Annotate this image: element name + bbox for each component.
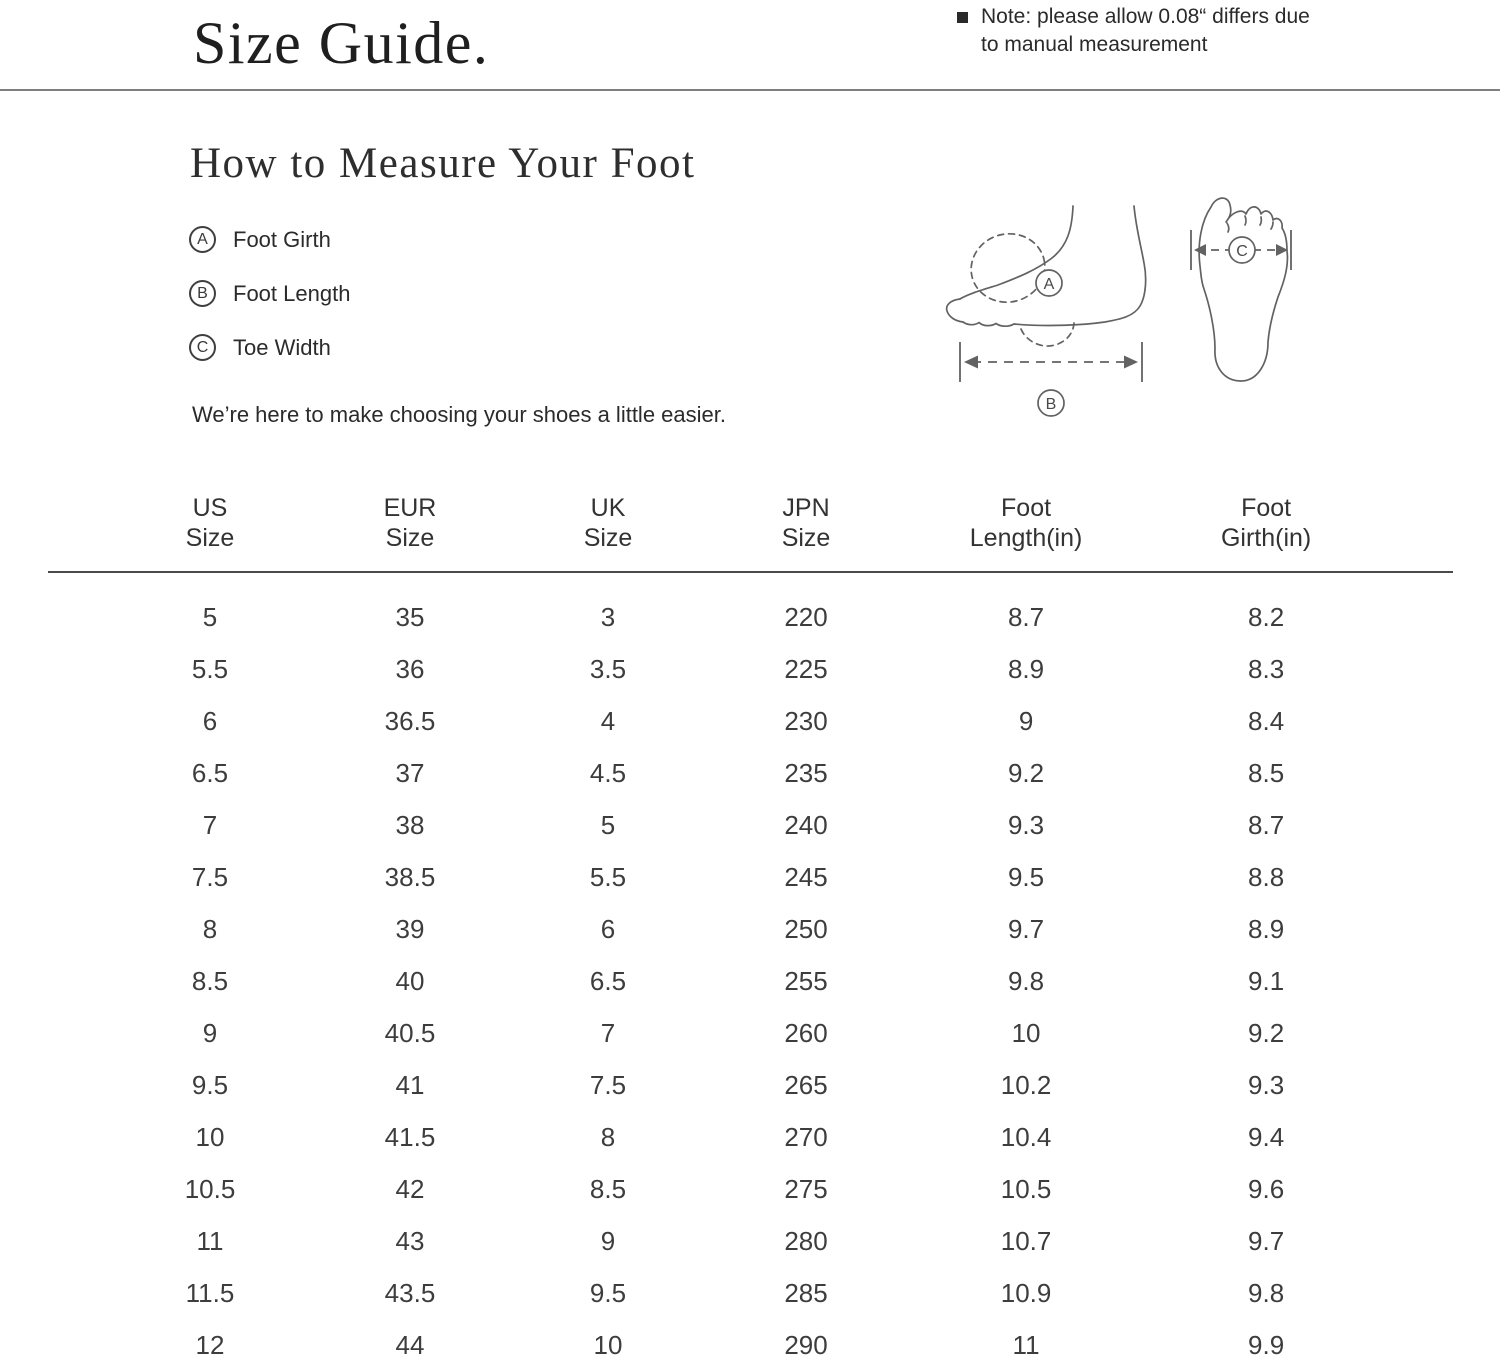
table-cell: 41.5 [384, 1121, 436, 1152]
size-table-header [48, 488, 1453, 572]
table-cell: 36.5 [384, 705, 436, 736]
circled-a-icon: A [189, 226, 216, 253]
table-cell: 38 [395, 809, 425, 840]
table-cell: 250 [784, 913, 828, 944]
table-cell: 9.3 [1007, 809, 1045, 840]
table-cell: 6.5 [191, 757, 229, 788]
table-cell: 5 [600, 809, 616, 840]
table-cell: 280 [784, 1225, 828, 1256]
table-cell: 8.9 [1248, 913, 1285, 944]
table-cell: 8 [202, 913, 218, 944]
diagram-label-b: B [1045, 396, 1057, 413]
table-cell: 9.2 [1007, 757, 1045, 788]
table-cell: 43.5 [384, 1277, 436, 1308]
size-table [48, 488, 1453, 1361]
table-cell: 275 [784, 1173, 828, 1204]
list-item-label: Toe Width [233, 334, 331, 360]
table-cell: 39 [395, 913, 425, 944]
section-heading: How to Measure Your Foot [190, 140, 696, 187]
table-cell: 9.5 [589, 1277, 627, 1308]
table-cell: 10 [1011, 1017, 1041, 1048]
table-cell: 6 [600, 913, 616, 944]
table-cell: 10.9 [1000, 1277, 1052, 1308]
table-cell: 10.4 [1000, 1121, 1052, 1152]
label-a-badge [1036, 270, 1062, 296]
table-row [48, 1319, 1453, 1361]
table-cell: 8 [600, 1121, 616, 1152]
table-cell: 9.7 [1248, 1225, 1285, 1256]
list-item [189, 334, 350, 361]
table-cell: 43 [395, 1225, 425, 1256]
column-header: JPN Size [768, 488, 844, 572]
table-cell: 235 [784, 757, 828, 788]
table-cell: 9.4 [1248, 1121, 1285, 1152]
table-cell: 5.5 [589, 861, 627, 892]
table-cell: 8.2 [1248, 601, 1285, 632]
table-cell: 10 [593, 1329, 623, 1360]
column-header: EUR Size [372, 488, 448, 572]
table-cell: 10.5 [1000, 1173, 1052, 1204]
table-cell: 9.3 [1248, 1069, 1285, 1100]
size-chart [48, 488, 1453, 1361]
table-cell: 3 [600, 601, 616, 632]
table-row [48, 903, 1453, 955]
table-row [48, 1111, 1453, 1163]
table-cell: 10.2 [1000, 1069, 1052, 1100]
table-cell: 10.7 [1000, 1225, 1052, 1256]
table-cell: 5.5 [191, 653, 229, 684]
square-bullet-icon [957, 12, 968, 23]
table-cell: 8.3 [1248, 653, 1285, 684]
table-row [48, 572, 1453, 643]
table-row [48, 851, 1453, 903]
table-cell: 255 [784, 965, 828, 996]
table-cell: 260 [784, 1017, 828, 1048]
foot-length-arrow [960, 342, 1142, 416]
table-cell: 9 [202, 1017, 218, 1048]
table-cell: 6.5 [589, 965, 627, 996]
table-cell: 9.1 [1248, 965, 1285, 996]
circled-c-icon: C [189, 334, 216, 361]
column-header: US Size [48, 488, 372, 572]
table-cell: 40.5 [384, 1017, 436, 1048]
table-cell: 9 [600, 1225, 616, 1256]
table-row [48, 1007, 1453, 1059]
note-text: Note: please allow 0.08“ differs due to manual measurement [981, 5, 1310, 56]
table-cell: 8.9 [1007, 653, 1045, 684]
table-cell: 9.8 [1248, 1277, 1285, 1308]
table-cell: 38.5 [384, 861, 436, 892]
table-cell: 8.7 [1248, 809, 1285, 840]
measure-list [189, 226, 350, 388]
table-cell: 11 [196, 1225, 224, 1256]
table-cell: 10.5 [184, 1173, 236, 1204]
circled-b-icon: B [189, 280, 216, 307]
page-title: Size Guide. [193, 10, 490, 76]
table-cell: 290 [784, 1329, 828, 1360]
table-cell: 8.5 [191, 965, 229, 996]
table-row [48, 1267, 1453, 1319]
table-cell: 37 [395, 757, 425, 788]
table-cell: 265 [784, 1069, 828, 1100]
table-cell: 8.4 [1248, 705, 1285, 736]
table-cell: 36 [395, 653, 425, 684]
diagram-label-c: C [1236, 243, 1248, 260]
table-cell: 230 [784, 705, 828, 736]
table-row [48, 955, 1453, 1007]
list-item-label: Foot Length [233, 280, 351, 306]
table-row [48, 1059, 1453, 1111]
table-cell: 7.5 [191, 861, 229, 892]
table-row [48, 747, 1453, 799]
measurement-note [957, 3, 1313, 59]
list-item-label: Foot Girth [233, 226, 331, 252]
table-cell: 12 [195, 1329, 225, 1360]
table-row [48, 1163, 1453, 1215]
table-cell: 8.5 [1248, 757, 1285, 788]
table-cell: 240 [784, 809, 828, 840]
table-cell: 42 [395, 1173, 425, 1204]
table-cell: 4.5 [589, 757, 627, 788]
table-cell: 10 [195, 1121, 225, 1152]
table-cell: 225 [784, 653, 828, 684]
header-row [48, 488, 1453, 572]
table-cell: 4 [600, 705, 616, 736]
table-cell: 44 [395, 1329, 425, 1360]
table-cell: 8.5 [589, 1173, 627, 1204]
table-cell: 220 [784, 601, 828, 632]
intro-text: We’re here to make choosing your shoes a little easier. [192, 402, 726, 427]
table-cell: 40 [395, 965, 425, 996]
table-cell: 7 [202, 809, 218, 840]
table-cell: 41 [395, 1069, 425, 1100]
table-cell: 9.2 [1248, 1017, 1285, 1048]
table-row [48, 695, 1453, 747]
table-cell: 9.8 [1007, 965, 1045, 996]
table-cell: 9 [1018, 705, 1034, 736]
table-cell: 9.5 [191, 1069, 229, 1100]
column-header: UK Size [448, 488, 768, 572]
diagram-label-a: A [1043, 276, 1055, 293]
table-cell: 11.5 [185, 1277, 235, 1308]
table-cell: 6 [202, 705, 218, 736]
table-cell: 35 [395, 601, 425, 632]
table-row [48, 1215, 1453, 1267]
table-cell: 11 [1012, 1329, 1040, 1360]
table-cell: 9.6 [1248, 1173, 1285, 1204]
column-header: Foot Girth(in) [1208, 488, 1324, 572]
table-cell: 9.5 [1007, 861, 1045, 892]
footprint-figure [1199, 198, 1287, 381]
table-row [48, 799, 1453, 851]
column-header-spacer [1324, 488, 1453, 572]
column-header: Foot Length(in) [844, 488, 1208, 572]
table-cell: 7 [600, 1017, 616, 1048]
table-cell: 8.7 [1007, 601, 1045, 632]
table-cell: 7.5 [589, 1069, 627, 1100]
table-cell: 9.9 [1248, 1329, 1285, 1360]
toe-width-arrow [1191, 230, 1291, 270]
table-row [48, 643, 1453, 695]
table-cell: 285 [784, 1277, 828, 1308]
table-cell: 5 [202, 601, 218, 632]
list-item [189, 226, 350, 253]
table-cell: 9.7 [1007, 913, 1045, 944]
header-divider [0, 89, 1500, 91]
list-item [189, 280, 350, 307]
table-cell: 3.5 [589, 653, 627, 684]
table-cell: 245 [784, 861, 828, 892]
table-cell: 270 [784, 1121, 828, 1152]
foot-measurement-diagram [920, 170, 1340, 430]
table-cell: 8.8 [1248, 861, 1285, 892]
size-table-body [48, 572, 1453, 1361]
